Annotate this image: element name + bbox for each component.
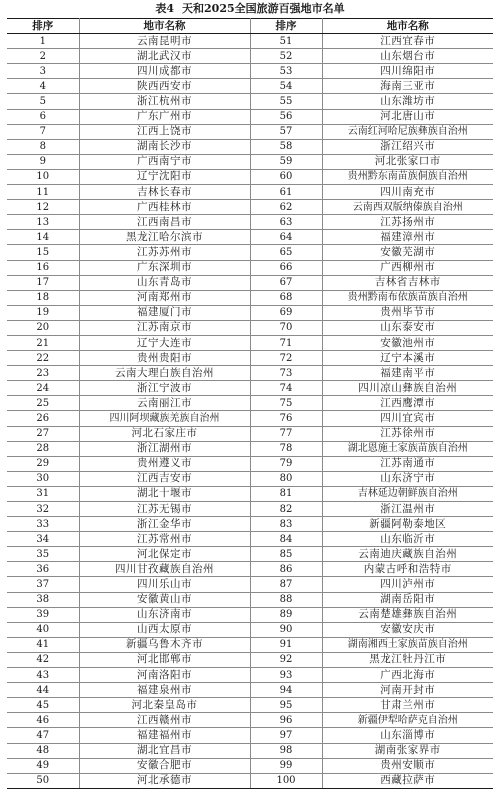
table-row [7,758,493,773]
table-row [7,773,493,788]
table-row [7,592,493,607]
city-cell-right: 安徽芜湖市 [322,245,493,260]
table-row [7,532,493,547]
rank-cell-left: 22 [7,351,79,366]
table-row [7,320,493,335]
city-cell-left: 江西南昌市 [79,215,250,230]
rank-cell-left: 49 [7,758,79,773]
rank-cell-left: 19 [7,305,79,320]
rank-cell-left: 33 [7,517,79,532]
city-cell-left: 新疆乌鲁木齐市 [79,637,250,652]
table-row [7,668,493,683]
rank-cell-left: 13 [7,215,79,230]
city-cell-right: 浙江温州市 [322,502,493,517]
rank-cell-right: 51 [250,34,322,49]
table-row [7,215,493,230]
city-cell-left: 四川成都市 [79,64,250,79]
city-cell-left: 吉林长春市 [79,185,250,200]
city-cell-left: 河北石家庄市 [79,426,250,441]
rank-cell-left: 38 [7,592,79,607]
rank-cell-left: 21 [7,335,79,350]
city-cell-right: 广西柳州市 [322,260,493,275]
table-title: 天和2025全国旅游百强地市名单 [182,2,345,15]
rank-cell-left: 12 [7,200,79,215]
rank-cell-left: 2 [7,49,79,64]
city-cell-left: 广东广州市 [79,109,250,124]
rank-cell-left: 48 [7,743,79,758]
city-cell-left: 浙江金华市 [79,517,250,532]
table-row [7,260,493,275]
city-cell-left: 山东济南市 [79,607,250,622]
city-cell-left: 湖北武汉市 [79,49,250,64]
city-cell-right: 山东潍坊市 [322,94,493,109]
city-cell-right: 辽宁本溪市 [322,351,493,366]
rank-cell-right: 70 [250,320,322,335]
city-cell-right: 新疆伊犁哈萨克自治州 [322,713,493,728]
rank-cell-left: 29 [7,456,79,471]
city-cell-left: 云南丽江市 [79,396,250,411]
rank-cell-left: 32 [7,502,79,517]
rank-cell-left: 41 [7,637,79,652]
rank-cell-right: 73 [250,366,322,381]
rank-cell-right: 79 [250,456,322,471]
city-cell-right: 海南三亚市 [322,79,493,94]
header-city-left: 地市名称 [79,19,250,34]
table-row [7,49,493,64]
rank-cell-left: 31 [7,486,79,501]
rank-cell-right: 52 [250,49,322,64]
city-cell-right: 河北张家口市 [322,154,493,169]
city-cell-left: 江苏苏州市 [79,245,250,260]
rank-cell-right: 74 [250,381,322,396]
table-row [7,154,493,169]
city-cell-right: 山东泰安市 [322,320,493,335]
table-row [7,275,493,290]
rank-cell-left: 24 [7,381,79,396]
rank-cell-right: 94 [250,683,322,698]
rank-cell-right: 87 [250,577,322,592]
city-cell-right: 黑龙江牡丹江市 [322,652,493,667]
rank-cell-left: 16 [7,260,79,275]
rank-cell-right: 64 [250,230,322,245]
rank-cell-left: 42 [7,652,79,667]
table-row [7,169,493,184]
city-cell-right: 山东济宁市 [322,471,493,486]
city-cell-left: 山西太原市 [79,622,250,637]
rank-cell-right: 72 [250,351,322,366]
table-row [7,698,493,713]
rank-cell-left: 5 [7,94,79,109]
table-row [7,713,493,728]
rank-cell-right: 68 [250,290,322,305]
rank-cell-right: 96 [250,713,322,728]
rank-cell-left: 28 [7,441,79,456]
table-row [7,411,493,426]
table-row [7,441,493,456]
table-row [7,607,493,622]
city-cell-left: 福建泉州市 [79,683,250,698]
table-row [7,426,493,441]
city-cell-left: 四川甘孜藏族自治州 [79,562,250,577]
rank-cell-right: 84 [250,532,322,547]
city-cell-right: 江西宜春市 [322,34,493,49]
city-cell-left: 河北邯郸市 [79,652,250,667]
rank-cell-right: 62 [250,200,322,215]
city-cell-left: 黑龙江哈尔滨市 [79,230,250,245]
city-cell-right: 吉林省吉林市 [322,275,493,290]
table-row [7,637,493,652]
table-row [7,396,493,411]
header-rank-left: 排序 [7,19,79,34]
rank-cell-left: 18 [7,290,79,305]
header-city-right: 地市名称 [322,19,493,34]
table-row [7,200,493,215]
rank-cell-right: 77 [250,426,322,441]
city-cell-right: 四川凉山彝族自治州 [322,381,493,396]
city-cell-right: 湖南湘西土家族苗族自治州 [322,637,493,652]
city-cell-left: 江西吉安市 [79,471,250,486]
rank-cell-left: 40 [7,622,79,637]
table-header [7,19,493,34]
city-cell-left: 浙江杭州市 [79,94,250,109]
city-cell-left: 河北秦皇岛市 [79,698,250,713]
city-cell-left: 浙江宁波市 [79,381,250,396]
city-cell-right: 湖北恩施土家族苗族自治州 [322,441,493,456]
rank-cell-left: 17 [7,275,79,290]
rank-cell-left: 14 [7,230,79,245]
rank-cell-right: 61 [250,185,322,200]
city-cell-left: 福建福州市 [79,728,250,743]
rank-cell-right: 63 [250,215,322,230]
table-row [7,547,493,562]
rank-cell-right: 59 [250,154,322,169]
city-cell-right: 江苏徐州市 [322,426,493,441]
rank-cell-left: 10 [7,169,79,184]
city-cell-right: 福建漳州市 [322,230,493,245]
city-cell-right: 吉林延边朝鲜族自治州 [322,486,493,501]
city-cell-right: 云南迪庆藏族自治州 [322,547,493,562]
rank-cell-right: 86 [250,562,322,577]
table-row [7,34,493,49]
city-cell-left: 贵州贵阳市 [79,351,250,366]
city-cell-right: 甘肃兰州市 [322,698,493,713]
rank-cell-left: 43 [7,668,79,683]
rank-cell-right: 93 [250,668,322,683]
city-cell-right: 四川南充市 [322,185,493,200]
rank-cell-right: 98 [250,743,322,758]
city-cell-left: 四川阿坝藏族羌族自治州 [79,411,250,426]
rank-cell-right: 57 [250,124,322,139]
city-cell-left: 山东青岛市 [79,275,250,290]
city-cell-right: 河北唐山市 [322,109,493,124]
rank-cell-left: 9 [7,154,79,169]
table-row [7,124,493,139]
rank-cell-right: 71 [250,335,322,350]
table-row [7,109,493,124]
city-cell-left: 江苏常州市 [79,532,250,547]
rank-cell-left: 47 [7,728,79,743]
rank-cell-left: 11 [7,185,79,200]
city-cell-right: 内蒙古呼和浩特市 [322,562,493,577]
city-cell-right: 江西鹰潭市 [322,396,493,411]
city-cell-left: 河南郑州市 [79,290,250,305]
rank-cell-left: 27 [7,426,79,441]
table-row [7,335,493,350]
rank-cell-right: 82 [250,502,322,517]
city-cell-left: 安徽黄山市 [79,592,250,607]
rank-cell-right: 80 [250,471,322,486]
rank-cell-right: 55 [250,94,322,109]
table-row [7,94,493,109]
table-row [7,351,493,366]
rank-cell-right: 83 [250,517,322,532]
rank-cell-left: 15 [7,245,79,260]
city-cell-left: 广东深圳市 [79,260,250,275]
ranking-table [7,18,493,789]
rank-cell-left: 23 [7,366,79,381]
city-cell-right: 浙江绍兴市 [322,139,493,154]
rank-cell-right: 89 [250,607,322,622]
rank-cell-right: 97 [250,728,322,743]
rank-cell-right: 53 [250,64,322,79]
rank-cell-right: 95 [250,698,322,713]
rank-cell-right: 67 [250,275,322,290]
table-row [7,230,493,245]
rank-cell-right: 81 [250,486,322,501]
table-number: 表4 [155,2,175,15]
city-cell-right: 贵州毕节市 [322,305,493,320]
city-cell-left: 安徽合肥市 [79,758,250,773]
rank-cell-left: 50 [7,773,79,788]
table-row [7,622,493,637]
table-row [7,486,493,501]
city-cell-left: 云南大理白族自治州 [79,366,250,381]
city-cell-right: 云南西双版纳傣族自治州 [322,200,493,215]
rank-cell-right: 76 [250,411,322,426]
table-row [7,577,493,592]
city-cell-right: 云南红河哈尼族彝族自治州 [322,124,493,139]
city-cell-left: 云南昆明市 [79,34,250,49]
city-cell-right: 贵州安顺市 [322,758,493,773]
rank-cell-left: 1 [7,34,79,49]
rank-cell-left: 36 [7,562,79,577]
city-cell-left: 四川乐山市 [79,577,250,592]
table-row [7,562,493,577]
rank-cell-left: 35 [7,547,79,562]
table-row [7,683,493,698]
city-cell-right: 江苏扬州市 [322,215,493,230]
city-cell-right: 贵州黔东南苗族侗族自治州 [322,169,493,184]
table-row [7,366,493,381]
header-row [7,19,493,34]
table-row [7,245,493,260]
table-row [7,728,493,743]
city-cell-right: 贵州黔南布依族苗族自治州 [322,290,493,305]
city-cell-left: 广西南宁市 [79,154,250,169]
table-row [7,517,493,532]
city-cell-right: 新疆阿勒泰地区 [322,517,493,532]
rank-cell-left: 37 [7,577,79,592]
city-cell-left: 辽宁大连市 [79,335,250,350]
rank-cell-right: 90 [250,622,322,637]
city-cell-left: 江西上饶市 [79,124,250,139]
table-row [7,502,493,517]
city-cell-left: 湖北宜昌市 [79,743,250,758]
city-cell-left: 广西桂林市 [79,200,250,215]
rank-cell-right: 56 [250,109,322,124]
city-cell-left: 浙江湖州市 [79,441,250,456]
rank-cell-left: 26 [7,411,79,426]
table-row [7,64,493,79]
city-cell-left: 江苏南京市 [79,320,250,335]
city-cell-left: 河北承德市 [79,773,250,788]
city-cell-right: 湖南岳阳市 [322,592,493,607]
table-caption [0,2,500,16]
rank-cell-left: 30 [7,471,79,486]
rank-cell-right: 78 [250,441,322,456]
table-row [7,456,493,471]
rank-cell-left: 7 [7,124,79,139]
rank-cell-right: 100 [250,773,322,788]
rank-cell-right: 65 [250,245,322,260]
rank-cell-left: 44 [7,683,79,698]
rank-cell-right: 66 [250,260,322,275]
rank-cell-left: 39 [7,607,79,622]
city-cell-right: 山东淄博市 [322,728,493,743]
city-cell-left: 湖南长沙市 [79,139,250,154]
rank-cell-right: 99 [250,758,322,773]
city-cell-left: 河北保定市 [79,547,250,562]
city-cell-right: 湖南张家界市 [322,743,493,758]
rank-cell-right: 91 [250,637,322,652]
rank-cell-left: 25 [7,396,79,411]
city-cell-right: 四川泸州市 [322,577,493,592]
rank-cell-right: 58 [250,139,322,154]
table-row [7,471,493,486]
city-cell-left: 福建厦门市 [79,305,250,320]
city-cell-right: 河南开封市 [322,683,493,698]
table-row [7,652,493,667]
rank-cell-left: 45 [7,698,79,713]
rank-cell-left: 20 [7,320,79,335]
rank-cell-left: 8 [7,139,79,154]
city-cell-right: 广西北海市 [322,668,493,683]
table-row [7,185,493,200]
rank-cell-left: 6 [7,109,79,124]
rank-cell-right: 60 [250,169,322,184]
rank-cell-left: 4 [7,79,79,94]
city-cell-left: 贵州遵义市 [79,456,250,471]
city-cell-right: 福建南平市 [322,366,493,381]
city-cell-right: 山东烟台市 [322,49,493,64]
table-body [7,34,493,789]
table-row [7,305,493,320]
city-cell-right: 云南楚雄彝族自治州 [322,607,493,622]
table-row [7,743,493,758]
rank-cell-right: 75 [250,396,322,411]
header-rank-right: 排序 [250,19,322,34]
city-cell-right: 安徽安庆市 [322,622,493,637]
city-cell-left: 江苏无锡市 [79,502,250,517]
city-cell-right: 安徽池州市 [322,335,493,350]
rank-cell-left: 3 [7,64,79,79]
rank-cell-left: 34 [7,532,79,547]
city-cell-left: 河南洛阳市 [79,668,250,683]
rank-cell-right: 92 [250,652,322,667]
table-row [7,79,493,94]
city-cell-left: 湖北十堰市 [79,486,250,501]
city-cell-left: 辽宁沈阳市 [79,169,250,184]
table-row [7,290,493,305]
city-cell-right: 山东临沂市 [322,532,493,547]
rank-cell-right: 54 [250,79,322,94]
table-row [7,139,493,154]
city-cell-right: 江苏南通市 [322,456,493,471]
city-cell-right: 四川宜宾市 [322,411,493,426]
table-row [7,381,493,396]
city-cell-left: 陕西西安市 [79,79,250,94]
city-cell-left: 江西赣州市 [79,713,250,728]
rank-cell-left: 46 [7,713,79,728]
city-cell-right: 西藏拉萨市 [322,773,493,788]
rank-cell-right: 69 [250,305,322,320]
city-cell-right: 四川绵阳市 [322,64,493,79]
rank-cell-right: 85 [250,547,322,562]
rank-cell-right: 88 [250,592,322,607]
